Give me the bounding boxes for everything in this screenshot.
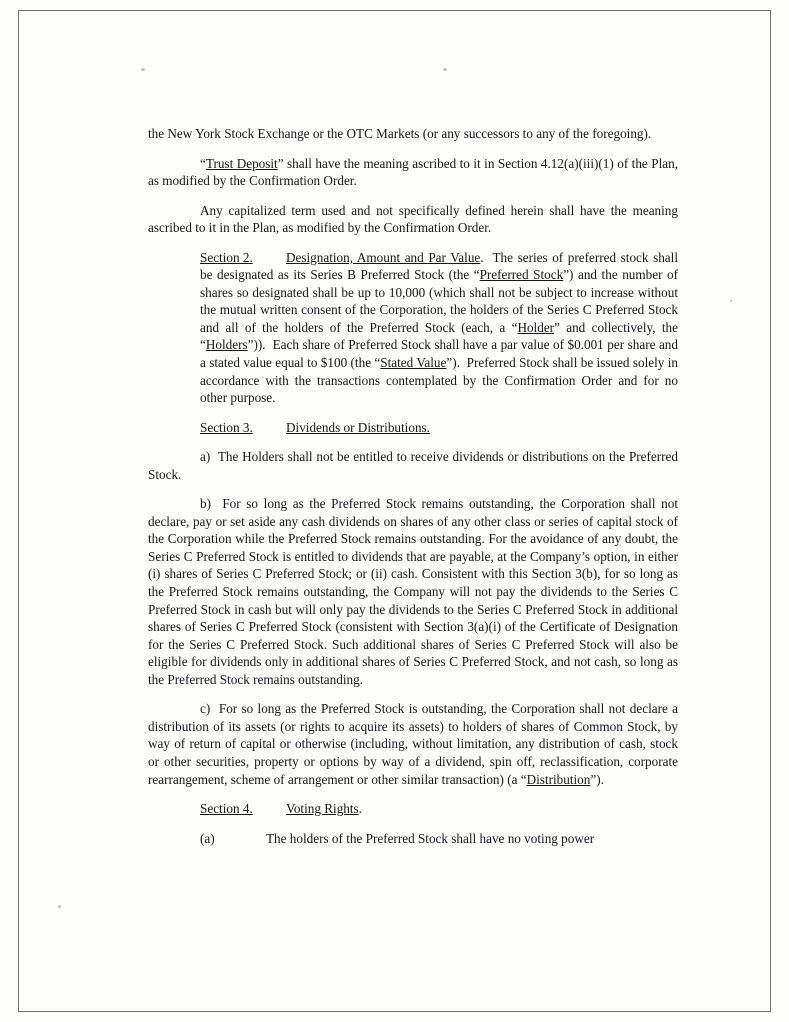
section-3-title: Dividends or Distributions. [286, 419, 430, 435]
scan-speck [730, 300, 732, 302]
paragraph-exchange: the New York Stock Exchange or the OTC Markets (or any successors to any of the foregoing). [148, 126, 652, 141]
section-4-title: Voting Rights [286, 801, 359, 817]
paragraph-capitalized-terms: Any capitalized term used and not specifically defined herein shall have the meaning ascribed to it in the Plan, as modified by the Confirmation Order. [148, 202, 678, 236]
section-3-item-b-marker: b) [200, 496, 211, 512]
scan-speck [443, 68, 447, 71]
section-3-item-b-text: For so long as the Preferred Stock remains outstanding, the Corporation shall not declare, pay or set aside any cash dividends on shares of any other class or series of capital stock of the Corporation while the Preferred Stock remains outstanding. For the avoidance of any doubt, the Series C Preferred Stock is entitled to dividends that are payable, at the Company’s option, in either (i) shares of Series C Preferred Stock; or (ii) cash. Consistent with this Section 3(b), for so long as the Preferred Stock remains outstanding, the Company will not pay the dividends to the Series C Preferred Stock in cash but will only pay the dividends to the Series C Preferred Stock in additional shares of Series C Preferred Stock (consistent with Section 3(a)(i) of the Certificate of Designation for the Series C Preferred Stock. Such additional shares of Series C Preferred Stock will also be eligible for dividends only in additional shares of Series C Preferred Stock, and not cash, so long as the Preferred Stock remains outstanding. [148, 496, 679, 687]
scan-speck [141, 68, 145, 71]
paragraph-trust-deposit: “Trust Deposit” shall have the meaning ascribed to it in Section 4.12(a)(iii)(1) of the Plan, as modified by the Confirmation Order. [148, 155, 678, 189]
section-3-item-c-text: For so long as the Preferred Stock is outstanding, the Corporation shall not declare a distribution of its assets (or rights to acquire its assets) to holders of shares of Common Stock, by way of return of capital or otherwise (including, without limitation, any distribution of cash, stock or other securities, property or options by way of a dividend, spin off, reclassification, corporate rearrangement, scheme of arrangement or other similar transaction) (a “Distribution”). [148, 701, 679, 787]
section-2-heading-and-body: Section 2. Designation, Amount and Par Value. The series of preferred stock shall be designated as its Series B Preferred Stock (the “Preferred Stock”) and the number of shares so designated shall be up to 10,000 (which shall not be subject to increase without the mutual written consent of the Corporation, the holders of the Series C Preferred Stock and all of the holders of the Preferred Stock (each, a “Holder” and collectively, the “Holders”)). Each share of Preferred Stock shall have a par value of $0.001 per share and a stated value equal to $100 (the “Stated Value”). Preferred Stock shall be issued solely in accordance with the transactions contemplated by the Confirmation Order and for no other purpose. [200, 249, 679, 406]
term-trust-deposit: Trust Deposit [205, 155, 278, 171]
section-3-item-b [148, 495, 678, 688]
section-3-item-a-text: The Holders shall not be entitled to receive dividends or distributions on the Preferred Stock. [148, 449, 679, 482]
section-3-item-a-marker: a) [200, 449, 211, 465]
section-4-title-suffix: . [358, 801, 362, 817]
section-2-title: Designation, Amount and Par Value [286, 249, 481, 265]
section-4-item-a [148, 830, 678, 848]
section-4-item-a-marker: (a) [200, 830, 215, 846]
section-2-label: Section 2. [200, 249, 253, 265]
section-4-heading [148, 800, 678, 818]
section-4-item-a-text: The holders of the Preferred Stock shall have no voting power [266, 830, 595, 846]
section-3-item-c [148, 700, 678, 788]
section-3-item-a [148, 448, 678, 483]
section-4-label: Section 4. [200, 801, 253, 817]
scan-speck [58, 905, 61, 908]
document-body [148, 125, 678, 847]
section-3-item-c-marker: c) [200, 701, 211, 717]
section-3-label: Section 3. [200, 419, 253, 435]
section-3-heading [148, 419, 678, 437]
